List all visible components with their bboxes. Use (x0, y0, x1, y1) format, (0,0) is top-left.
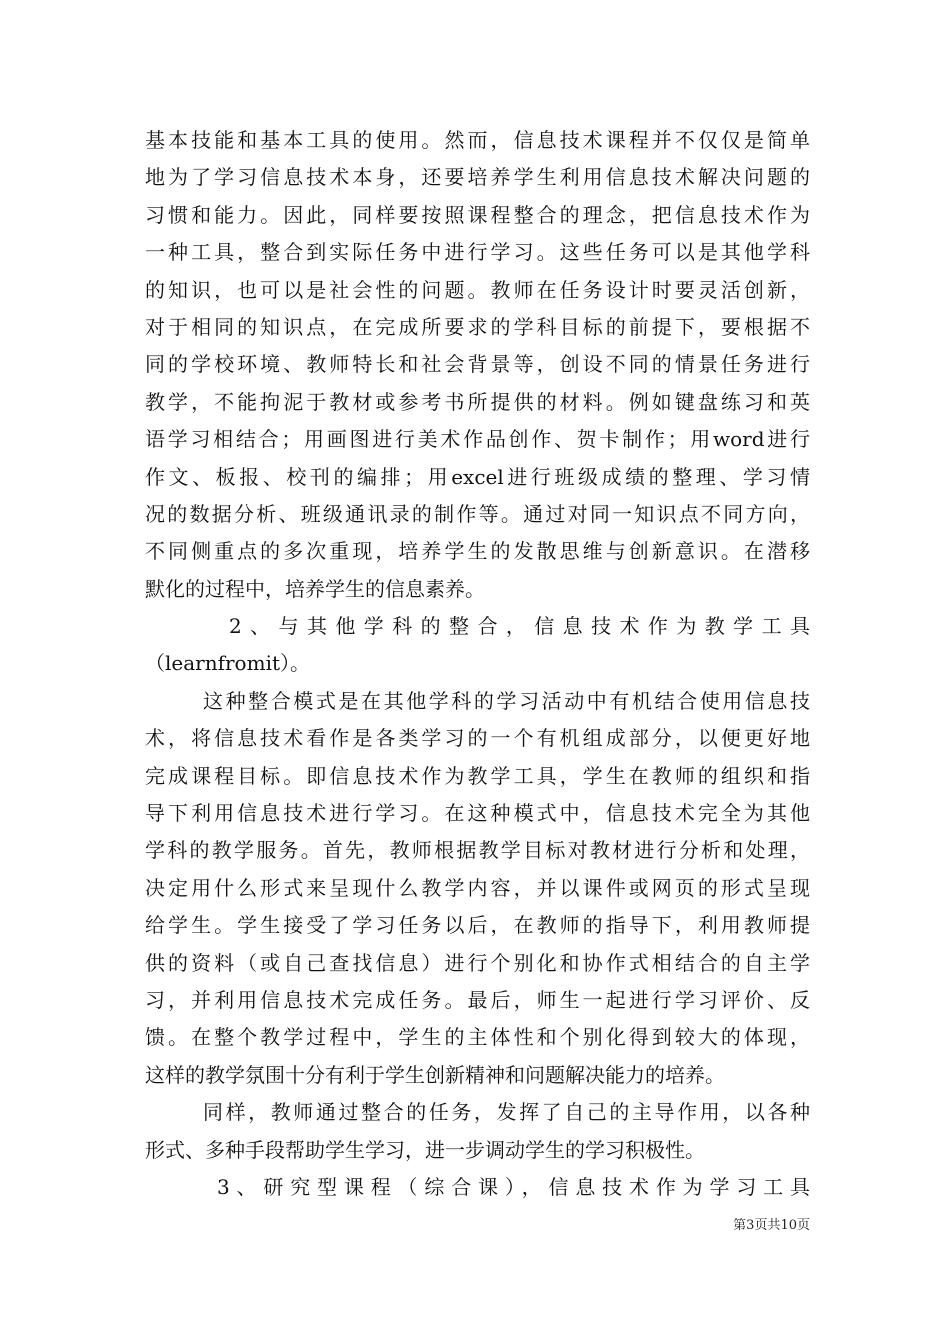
text-line: 这样的教学氛围十分有利于学生创新精神和问题解决能力的培养。 (145, 1062, 725, 1087)
text-line: 学科的教学服务。首先，教师根据教学目标对教材进行分析和处理， (145, 838, 810, 863)
text-line: 教学，不能拘泥于教材或参考书所提供的材料。例如键盘练习和英 (145, 389, 810, 414)
text-line: 习惯和能力。因此，同样要按照课程整合的理念，把信息技术作为 (145, 202, 810, 227)
text-line: 对于相同的知识点，在完成所要求的学科目标的前提下，要根据不 (145, 314, 810, 339)
text-line: 这种整合模式是在其他学科的学习活动中有机结合使用信息技 (203, 688, 810, 713)
text-line: 导下利用信息技术进行学习。在这种模式中，信息技术完全为其他 (145, 801, 810, 826)
text-line: 供的资料（或自己查找信息）进行个别化和协作式相结合的自主学 (145, 950, 810, 975)
text-line: 习，并利用信息技术完成任务。最后，师生一起进行学习评价、反 (145, 987, 810, 1012)
section-heading-continuation: （learnfromit）。 (145, 651, 310, 676)
text-line: 地为了学习信息技术本身，还要培养学生利用信息技术解决问题的 (145, 165, 810, 190)
text-line: 术，将信息技术看作是各类学习的一个有机组成部分，以便更好地 (145, 726, 810, 751)
text-line: 馈。在整个教学过程中，学生的主体性和个别化得到较大的体现， (145, 1025, 810, 1050)
text-line: 一种工具，整合到实际任务中进行学习。这些任务可以是其他学科 (145, 240, 810, 265)
text-line: 默化的过程中，培养学生的信息素养。 (145, 576, 485, 601)
text-line: 完成课程目标。即信息技术作为教学工具，学生在教师的组织和指 (145, 763, 810, 788)
section-heading: 3、研究型课程（综合课），信息技术作为学习工具 (217, 1174, 810, 1199)
text-line: 给学生。学生接受了学习任务以后，在教师的指导下，利用教师提 (145, 913, 810, 938)
page-number: 第3页共10页 (733, 1218, 810, 1233)
text-line: 作文、板报、校刊的编排；用excel进行班级成绩的整理、学习情 (145, 464, 810, 489)
text-line: 基本技能和基本工具的使用。然而，信息技术课程并不仅仅是简单 (145, 128, 810, 152)
text-line: 同样，教师通过整合的任务，发挥了自己的主导作用，以各种 (203, 1100, 810, 1125)
text-line: 决定用什么形式来呈现什么教学内容，并以课件或网页的形式呈现 (145, 875, 810, 900)
text-line: 不同侧重点的多次重现，培养学生的发散思维与创新意识。在潜移 (145, 539, 810, 564)
section-heading: 2、与其他学科的整合，信息技术作为教学工具 (229, 614, 810, 639)
text-line: 况的数据分析、班级通讯录的制作等。通过对同一知识点不同方向， (145, 501, 810, 526)
text-line: 的知识，也可以是社会性的问题。教师在任务设计时要灵活创新， (145, 277, 810, 302)
text-line: 形式、多种手段帮助学生学习，进一步调动学生的学习积极性。 (145, 1137, 705, 1162)
text-line: 语学习相结合；用画图进行美术作品创作、贺卡制作；用word进行 (145, 427, 810, 452)
text-line: 同的学校环境、教师特长和社会背景等，创设不同的情景任务进行 (145, 352, 810, 377)
document-body (145, 122, 810, 1206)
